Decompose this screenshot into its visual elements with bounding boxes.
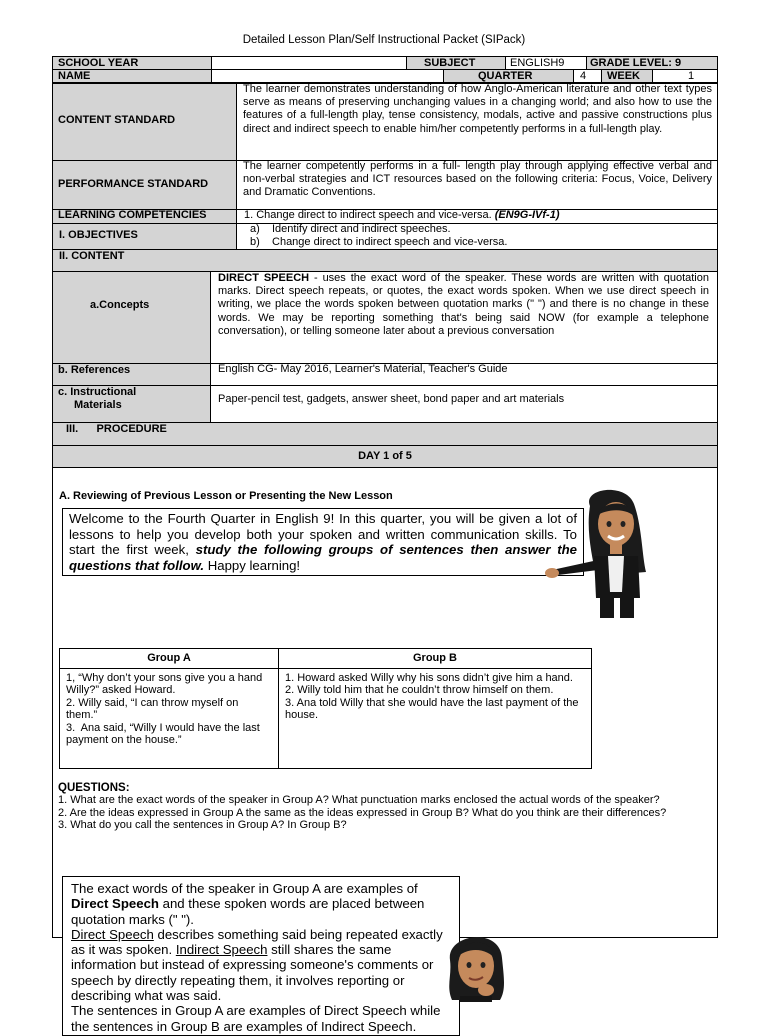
question-item: 2. Are the ideas expressed in Group A the same as the ideas expressed in Group B? What do you think are their differences?	[58, 806, 667, 819]
direct-speech-term: DIRECT SPEECH	[218, 272, 310, 284]
materials-text: Paper-pencil test, gadgets, answer sheet, bond paper and art materials	[218, 393, 565, 405]
performance-standard-text: The learner competently performs in a full- length play through applying effective verbal and non-verbal strategies and ICT resources based on the following criteria: Focus, Voice, Delivery and Dramatic Conventions.	[243, 160, 712, 199]
document-title: Detailed Lesson Plan/Self Instructional Packet (SIPack)	[242, 34, 526, 46]
explanation-text: still shares the same information but instead of expressing someone's comments or speech by directly repeating them, it involves reporting or describing what was said.	[71, 942, 434, 1004]
direct-speech-definition: - uses the exact word of the speaker. These words are written with quotation marks. Direct speech repeats, or quotes, the exact words spoken. When we use direct speech in writing, we place the words spoken between quotation marks (" ") and there is no change in these words. We may be reporting something that's being said NOW (for example a telephone conversation), or telling someone later about a previous conversation	[218, 272, 709, 337]
explanation-paragraph-3: The sentences in Group A are examples of Direct Speech while the sentences in Group B are examples of Indirect Speech.	[71, 1003, 441, 1034]
name-label-cell	[52, 69, 212, 83]
quarter-value-cell	[573, 69, 602, 83]
procedure-heading-row	[53, 423, 717, 445]
group-a-sentence: 3. Ana said, “Willy I would have the last payment on the house.”	[66, 721, 263, 746]
subject-label: SUBJECT	[424, 57, 476, 69]
day-row	[53, 446, 717, 467]
explanation-text: The exact words of the speaker in Group A are examples of	[71, 881, 418, 896]
materials-label-cell	[53, 386, 211, 422]
learning-competency-item: 1. Change direct to indirect speech and vice-versa.	[244, 209, 492, 221]
teacher-avatar-pointing	[542, 486, 656, 620]
concepts-label: a.Concepts	[90, 299, 150, 311]
explanation-text: and these spoken words are placed between quotation marks (" ").	[71, 896, 425, 927]
materials-label-2: Materials	[74, 399, 122, 411]
objective-item: a) Identify direct and indirect speeches.	[250, 223, 451, 235]
materials-label: c. Instructional	[58, 386, 137, 398]
references-text: English CG- May 2016, Learner's Material, Teacher's Guide	[218, 363, 508, 375]
concepts-text	[218, 272, 709, 338]
indirect-speech-underlined: Indirect Speech	[175, 942, 268, 958]
section-a-heading: A. Reviewing of Previous Lesson or Presenting the New Lesson	[59, 490, 393, 502]
direct-speech-bold: Direct Speech	[71, 896, 159, 912]
content-heading-row	[53, 250, 717, 271]
question-item: 3. What do you call the sentences in Group A? In Group B?	[58, 819, 347, 831]
explanation-box	[62, 876, 460, 1036]
questions-list	[58, 794, 710, 832]
subject-label-cell	[406, 56, 506, 70]
content-standard-text: The learner demonstrates understanding of how Anglo-American literature and other text types serve as means of preserving unchanging values in a changing world; and also how to use the features of a full-length play, tense consistency, modals, active and passive constructions plus direct and indirect speech to enable him/her competently performs in a full-length play.	[243, 83, 712, 135]
objectives-list	[250, 223, 710, 249]
subject-value: ENGLISH9	[510, 57, 565, 69]
group-a-sentence: 2. Willy said, “I can throw myself on them.”	[66, 696, 239, 721]
name-label: NAME	[58, 70, 91, 82]
quarter-value: 4	[580, 70, 587, 82]
group-a-sentence: 1, “Why don’t your sons give you a hand Willy?” asked Howard.	[66, 671, 263, 696]
welcome-closing: Happy learning!	[204, 557, 301, 573]
school-year-value[interactable]	[211, 56, 407, 70]
group-a-header: Group A	[60, 649, 279, 669]
week-label-cell	[601, 69, 653, 83]
direct-speech-underlined: Direct Speech	[71, 926, 154, 942]
week-label: WEEK	[607, 70, 640, 82]
content-heading: II. CONTENT	[59, 250, 125, 262]
welcome-text: Welcome to the Fourth Quarter in English 9! In this quarter, you will be given a lot of lessons to help you develop both your spoken and written communication skills. To start the first week,	[69, 511, 577, 557]
grade-level-cell	[586, 56, 718, 70]
group-b-sentence: 3. Ana told Willy that she would have the last payment of the house.	[285, 696, 579, 721]
school-year-label: SCHOOL YEAR	[58, 57, 139, 69]
day-label: DAY 1 of 5	[358, 450, 412, 462]
group-b-header: Group B	[279, 649, 592, 669]
references-label: b. References	[58, 364, 131, 376]
week-value-cell	[652, 69, 718, 83]
group-a-cell	[60, 668, 279, 768]
group-b-sentence: 1. Howard asked Willy why his sons didn’t give him a hand.	[285, 671, 573, 684]
school-year-label-cell	[52, 56, 212, 70]
group-b-cell	[279, 668, 592, 768]
performance-standard-label: PERFORMANCE STANDARD	[58, 178, 209, 190]
welcome-box	[62, 508, 584, 576]
quarter-label: QUARTER	[478, 70, 533, 82]
explanation-text: describes something said being repeated exactly as it was spoken.	[71, 926, 443, 958]
objectives-label: I. OBJECTIVES	[59, 229, 138, 241]
grade-level-label: GRADE LEVEL: 9	[590, 57, 682, 69]
objective-item: b) Change direct to indirect speech and vice-versa.	[250, 236, 508, 249]
competency-code: (EN9G-IVf-1)	[494, 209, 560, 221]
content-standard-label-cell	[53, 84, 237, 160]
learning-competencies-label: LEARNING COMPETENCIES	[58, 209, 207, 221]
teacher-avatar-thinking	[440, 930, 510, 1002]
explanation-paragraph-2	[71, 927, 451, 1003]
question-item: 1. What are the exact words of the speaker in Group A? What punctuation marks enclosed the actual words of the speaker?	[58, 794, 660, 806]
learning-competencies-text	[244, 209, 714, 222]
references-label-cell	[53, 364, 211, 385]
quarter-label-cell	[443, 69, 574, 83]
groups-table	[59, 648, 592, 769]
concepts-label-cell	[53, 272, 211, 363]
learning-competencies-label-cell	[53, 210, 237, 223]
performance-standard-label-cell	[53, 161, 237, 209]
name-value[interactable]	[211, 69, 444, 83]
procedure-heading: III. PROCEDURE	[66, 423, 167, 435]
week-value: 1	[688, 70, 695, 82]
explanation-paragraph-1	[71, 881, 451, 927]
questions-heading: QUESTIONS:	[58, 782, 130, 794]
content-standard-label: CONTENT STANDARD	[58, 114, 176, 126]
subject-value-cell	[505, 56, 587, 70]
welcome-instruction: study the following groups of sentences then answer the questions that follow.	[69, 542, 577, 573]
group-b-sentence: 2. Willy told him that he couldn’t throw himself on them.	[285, 684, 554, 696]
objectives-label-cell	[53, 224, 237, 249]
